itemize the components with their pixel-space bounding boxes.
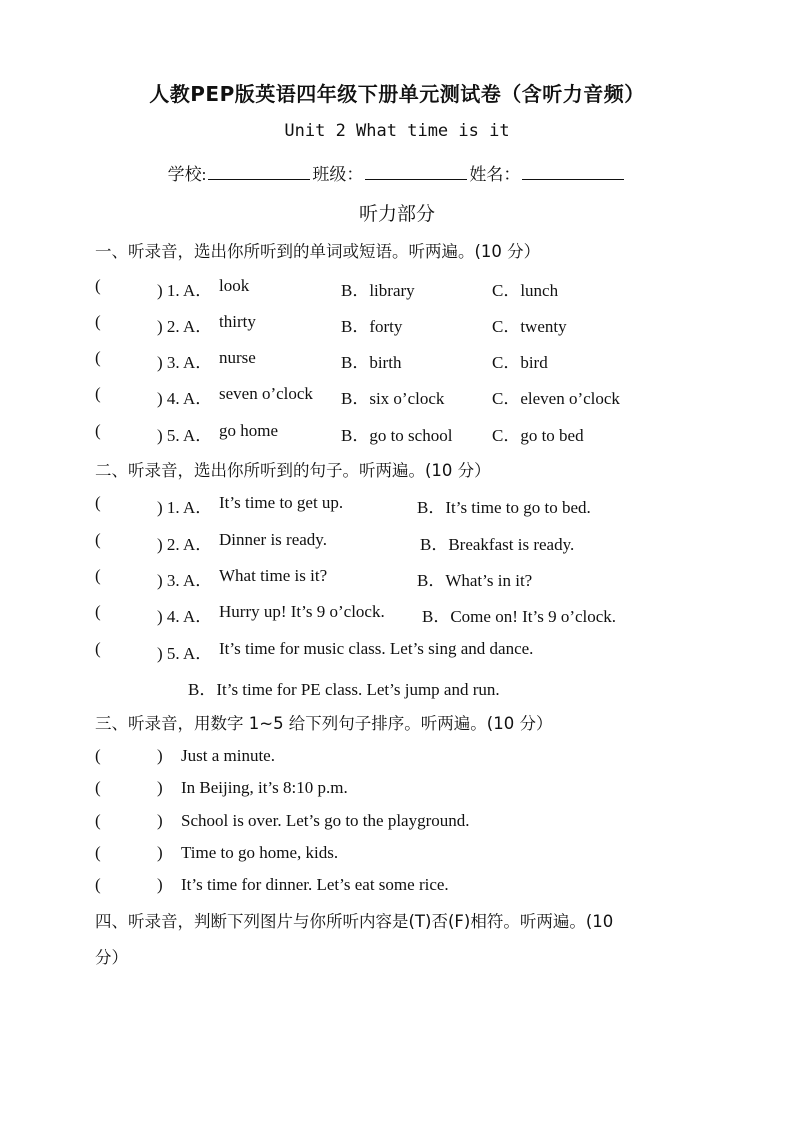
q1-item (95, 384, 735, 408)
sentence: In Beijing, it’s 8:10 p.m. (181, 778, 348, 797)
q2-heading: 二、听录音，选出你所听到的句子。听两遍。(10 分） (95, 461, 491, 480)
page-title: 人教PEP版英语四年级下册单元测试卷（含听力音频） (149, 82, 645, 106)
school-label: 学校: (167, 165, 207, 184)
option-a: Dinner is ready. (219, 530, 327, 549)
q1-item (95, 421, 735, 445)
unit-subtitle: Unit 2 What time is it (284, 121, 510, 141)
answer-paren[interactable]: ( (95, 875, 101, 894)
answer-paren[interactable]: ( (95, 746, 101, 765)
q1-item (95, 312, 735, 336)
q1-item (95, 276, 735, 300)
q3-item (95, 875, 735, 899)
q2-item (95, 530, 735, 554)
school-blank[interactable] (208, 165, 310, 180)
option-a: seven o’clock (219, 384, 313, 403)
option-a: It’s time for music class. Let’s sing and dance. (219, 639, 534, 658)
paren-close: ) (157, 811, 163, 830)
option-a: thirty (219, 312, 256, 331)
option-c: C．eleven o’clock (492, 389, 620, 408)
q2-item (95, 639, 735, 663)
item-number: ) 5. A． (157, 426, 213, 445)
q3-heading: 三、听录音，用数字 1~5 给下列句子排序。听两遍。(10 分） (95, 714, 553, 733)
option-a: nurse (219, 348, 256, 367)
q4-heading-cont: 分） (95, 948, 128, 967)
q2-item (95, 566, 735, 590)
q1-item (95, 348, 735, 372)
item-number: ) 1. A． (157, 498, 213, 517)
answer-paren[interactable]: ( (95, 493, 101, 512)
q3-item (95, 778, 735, 802)
option-b: B．Come on! It’s 9 o’clock. (422, 607, 617, 626)
q3-item (95, 746, 735, 770)
paren-close: ) (157, 843, 163, 862)
q2-item (95, 602, 735, 626)
paren-close: ) (157, 746, 163, 765)
option-a: Hurry up! It’s 9 o’clock. (219, 602, 385, 621)
q1-heading: 一、听录音，选出你所听到的单词或短语。听两遍。(10 分） (95, 242, 541, 261)
option-a: It’s time to get up. (219, 493, 344, 512)
item-number: ) 3. A． (157, 571, 213, 590)
item-number: ) 2. A． (157, 535, 213, 554)
option-b: B．What’s in it? (417, 571, 533, 590)
sentence: It’s time for dinner. Let’s eat some rice. (181, 875, 449, 894)
answer-paren[interactable]: ( (95, 312, 101, 331)
answer-paren[interactable]: ( (95, 530, 101, 549)
option-c: C．go to bed (492, 426, 584, 445)
option-a: look (219, 276, 250, 295)
item-number: ) 1. A． (157, 281, 213, 300)
answer-paren[interactable]: ( (95, 602, 101, 621)
sentence: Time to go home, kids. (181, 843, 339, 862)
answer-paren[interactable]: ( (95, 348, 101, 367)
item-number: ) 4. A． (157, 389, 213, 408)
paren-close: ) (157, 875, 163, 894)
class-blank[interactable] (365, 165, 467, 180)
option-b: B．go to school (341, 426, 453, 445)
sentence: School is over. Let’s go to the playground. (181, 811, 470, 830)
class-label: 班级： (312, 165, 364, 184)
item-number: ) 5. A． (157, 644, 213, 663)
q2-item (95, 493, 735, 517)
answer-paren[interactable]: ( (95, 778, 101, 797)
option-c: C．twenty (492, 317, 567, 336)
answer-paren[interactable]: ( (95, 639, 101, 658)
option-b: B．It’s time for PE class. Let’s jump and run. (188, 680, 500, 699)
q4-heading: 四、听录音，判断下列图片与你所听内容是(T)否(F)相符。听两遍。(10 (95, 912, 614, 931)
option-b: B．Breakfast is ready. (420, 535, 575, 554)
section-title: 听力部分 (358, 203, 435, 225)
option-b: B．It’s time to go to bed. (417, 498, 591, 517)
answer-paren[interactable]: ( (95, 384, 101, 403)
option-b: B．birth (341, 353, 402, 372)
option-a: What time is it? (219, 566, 328, 585)
answer-paren[interactable]: ( (95, 566, 101, 585)
answer-paren[interactable]: ( (95, 421, 101, 440)
item-number: ) 4. A． (157, 607, 213, 626)
name-label: 姓名： (469, 165, 521, 184)
q3-item (95, 811, 735, 835)
info-fields (0, 160, 794, 185)
answer-paren[interactable]: ( (95, 843, 101, 862)
option-c: C．lunch (492, 281, 559, 300)
item-number: ) 3. A． (157, 353, 213, 372)
item-number: ) 2. A． (157, 317, 213, 336)
option-c: C．bird (492, 353, 548, 372)
option-b: B．forty (341, 317, 403, 336)
q3-item (95, 843, 735, 867)
name-blank[interactable] (522, 165, 624, 180)
paren-close: ) (157, 778, 163, 797)
option-a: go home (219, 421, 279, 440)
answer-paren[interactable]: ( (95, 276, 101, 295)
option-b: B．library (341, 281, 415, 300)
q2-item-b (95, 675, 735, 699)
sentence: Just a minute. (181, 746, 275, 765)
option-b: B．six o’clock (341, 389, 445, 408)
answer-paren[interactable]: ( (95, 811, 101, 830)
